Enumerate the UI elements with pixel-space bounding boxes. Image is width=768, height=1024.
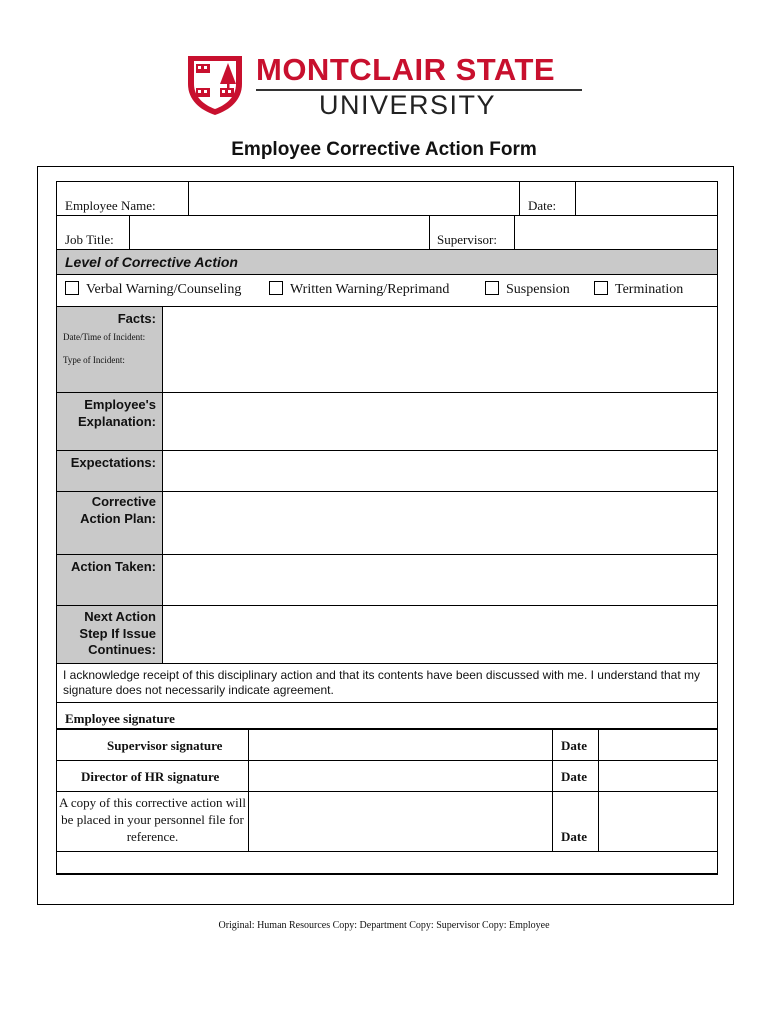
date-label: Date: (528, 198, 557, 213)
level-options-row (57, 275, 717, 307)
action-taken-label-cell (57, 555, 162, 605)
label-line: Action Plan: (80, 510, 156, 526)
supervisor-signature-label: Supervisor signature (107, 738, 223, 753)
expectations-label: Expectations: (70, 455, 156, 470)
copy-distribution-footer: Original: Human Resources Copy: Department Copy: Supervisor Copy: Employee (218, 920, 550, 931)
row-acknowledgement (57, 664, 717, 703)
option-written-warning[interactable] (269, 281, 449, 298)
plan-input[interactable] (162, 492, 717, 554)
row-next-step (57, 606, 717, 664)
plan-label-cell (57, 492, 162, 554)
facts-label: Facts: (117, 311, 156, 326)
final-date-label-cell (552, 792, 598, 851)
supervisor-label-cell (429, 216, 514, 249)
hr-date-label-cell (552, 761, 598, 791)
level-heading-row (57, 250, 717, 275)
supervisor-date-input[interactable] (598, 730, 717, 760)
row-employee-signature[interactable] (57, 703, 717, 730)
explanation-label-cell (57, 393, 162, 450)
shield-crest-icon (186, 54, 244, 116)
university-logo (186, 54, 586, 118)
logo-wordmark-top: MONTCLAIR STATE (256, 52, 556, 87)
corrective-action-form (56, 181, 718, 875)
checkbox-icon[interactable] (485, 281, 499, 295)
facts-label-cell (57, 307, 162, 392)
next-step-input[interactable] (162, 606, 717, 663)
checkbox-icon[interactable] (65, 281, 79, 295)
option-label: Suspension (506, 282, 570, 297)
row-employee-name (57, 182, 717, 216)
job-title-input[interactable] (129, 216, 429, 249)
supervisor-signature-input[interactable] (248, 730, 552, 760)
label-line: Step If Issue (79, 625, 156, 641)
hr-date-label: Date (561, 769, 587, 784)
final-date-label: Date (561, 829, 587, 844)
final-signature-input[interactable] (248, 792, 552, 851)
checkbox-icon[interactable] (269, 281, 283, 295)
action-taken-label: Action Taken: (71, 559, 156, 574)
checkbox-icon[interactable] (594, 281, 608, 295)
row-action-taken (57, 555, 717, 606)
employee-signature-label: Employee signature (65, 711, 175, 726)
next-step-label-cell (57, 606, 162, 663)
date-label-cell (519, 182, 575, 215)
supervisor-label: Supervisor: (437, 232, 497, 247)
acknowledgement-text: I acknowledge receipt of this disciplinary action and that its contents have been discussed with me. I understand that my signature does not necessarily indicate agreement. (63, 668, 701, 697)
employee-name-label: Employee Name: (65, 198, 156, 213)
option-label: Written Warning/Reprimand (290, 282, 450, 297)
row-copy-note (57, 792, 717, 852)
final-date-input[interactable] (598, 792, 717, 851)
hr-date-input[interactable] (598, 761, 717, 791)
date-input[interactable] (575, 182, 717, 215)
expectations-label-cell (57, 451, 162, 491)
explanation-label (78, 397, 162, 430)
supervisor-date-label: Date (561, 738, 587, 753)
label-line: Corrective (91, 494, 156, 509)
row-action-plan (57, 492, 717, 555)
label-line: Continues: (88, 642, 156, 657)
label-line: Next Action (84, 609, 156, 624)
row-hr-signature (57, 761, 717, 792)
row-facts (57, 307, 717, 393)
row-supervisor-signature (57, 730, 717, 761)
facts-input[interactable] (162, 307, 717, 392)
option-suspension[interactable] (485, 281, 570, 298)
plan-label (80, 494, 162, 527)
page-title: Employee Corrective Action Form (231, 139, 537, 160)
option-label: Termination (615, 282, 684, 297)
option-verbal-warning[interactable] (65, 281, 241, 298)
copy-note: A copy of this corrective action will be placed in your personnel file for reference. (58, 795, 246, 844)
job-title-label: Job Title: (65, 232, 114, 247)
expectations-input[interactable] (162, 451, 717, 491)
logo-wordmark-bottom: UNIVERSITY (319, 90, 497, 120)
row-job-title (57, 216, 717, 250)
label-line: Explanation: (77, 413, 156, 429)
level-heading: Level of Corrective Action (65, 254, 238, 270)
row-blank (57, 852, 717, 873)
hr-signature-label: Director of HR signature (81, 769, 220, 784)
option-label: Verbal Warning/Counseling (86, 282, 242, 297)
label-line: Employee's (84, 397, 156, 412)
employee-name-input[interactable] (188, 182, 519, 215)
row-explanation (57, 393, 717, 451)
option-termination[interactable] (594, 281, 683, 298)
next-step-label (79, 609, 162, 659)
explanation-input[interactable] (162, 393, 717, 450)
copy-note-cell (57, 792, 248, 851)
incident-datetime-label: Date/Time of Incident: (63, 332, 146, 342)
supervisor-date-label-cell (552, 730, 598, 760)
incident-type-label: Type of Incident: (63, 355, 125, 365)
hr-signature-input[interactable] (248, 761, 552, 791)
supervisor-input[interactable] (514, 216, 717, 249)
action-taken-input[interactable] (162, 555, 717, 605)
row-expectations (57, 451, 717, 492)
